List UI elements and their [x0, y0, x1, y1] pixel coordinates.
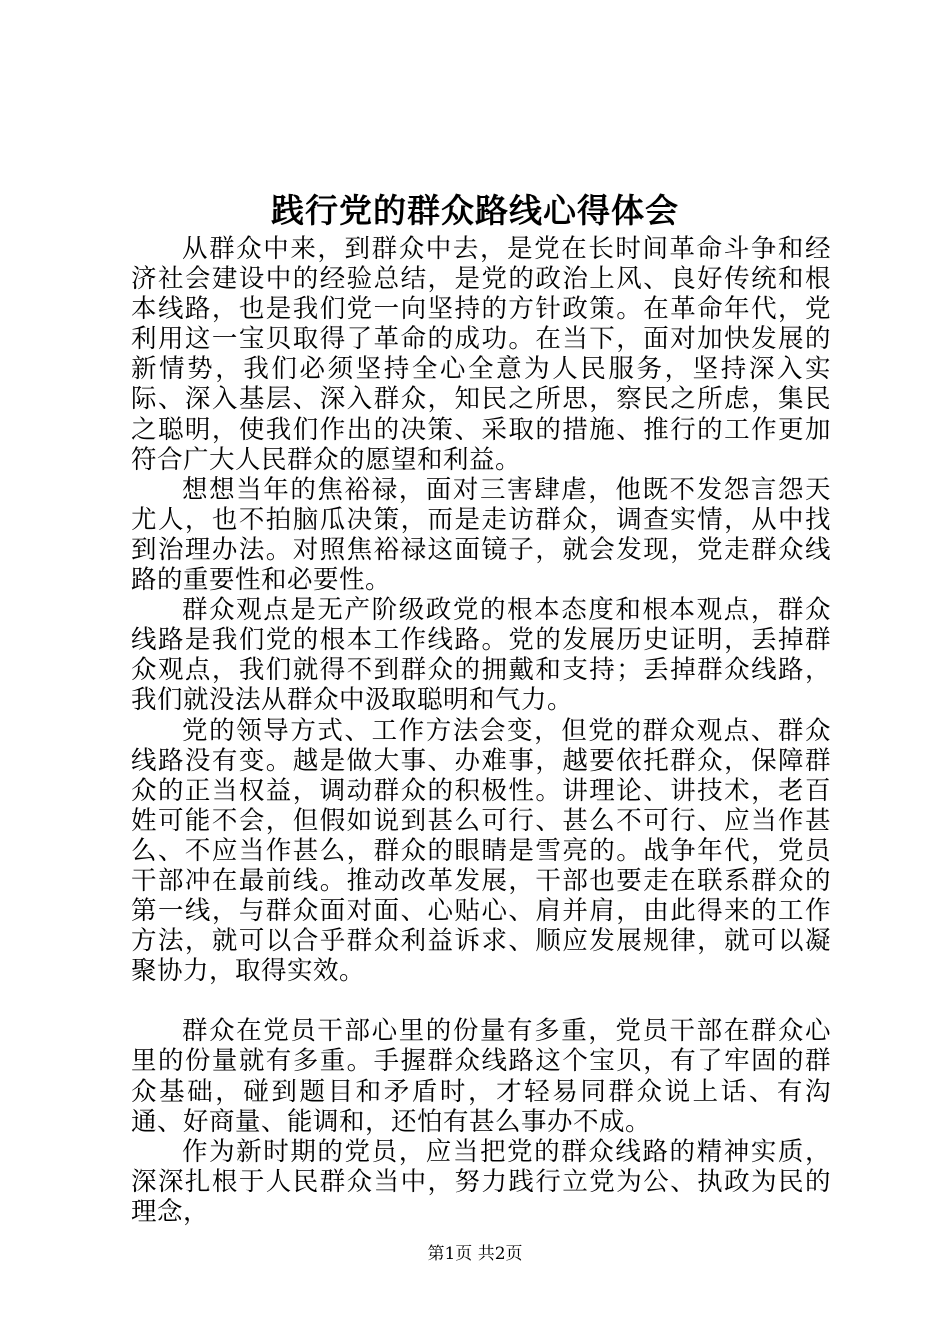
paragraph-4: 党的领导方式、工作方法会变，但党的群众观点、群众线路没有变。越是做大事、办难事，越要依托群众，保障群众的正当权益，调动群众的积极性。讲理论、讲技术，老百姓可能不会，但假如说到甚么可行、甚么不可行、应当作甚么、不应当作甚么，群众的眼睛是雪亮的。战争年代，党员干部冲在最前线。推动改革发展，干部也要走在联系群众的第一线，与群众面对面、心贴心、肩并肩，由此得来的工作方法，就可以合乎群众利益诉求、顺应发展规律，就可以凝聚协力，取得实效。 — [131, 715, 831, 987]
paragraph-1: 从群众中来，到群众中去，是党在长时间革命斗争和经济社会建设中的经验总结，是党的政治上风、良好传统和根本线路，也是我们党一向坚持的方针政策。在革命年代，党利用这一宝贝取得了革命的成功。在当下，面对加快发展的新情势，我们必须坚持全心全意为人民服务，坚持深入实际、深入基层、深入群众，知民之所思，察民之所虑，集民之聪明，使我们作出的决策、采取的措施、推行的工作更加符合广大人民群众的愿望和利益。 — [131, 234, 831, 475]
document-title: 践行党的群众路线心得体会 — [271, 191, 679, 230]
paragraph-2: 想想当年的焦裕禄，面对三害肆虐，他既不发怨言怨天尤人，也不拍脑瓜决策，而是走访群众，调查实情，从中找到治理办法。对照焦裕禄这面镜子，就会发现，党走群众线路的重要性和必要性。 — [131, 474, 831, 596]
paragraph-3: 群众观点是无产阶级政党的根本态度和根本观点，群众线路是我们党的根本工作线路。党的发展历史证明，丢掉群众观点，我们就得不到群众的拥戴和支持；丢掉群众线路，我们就没法从群众中汲取聪明和气力。 — [131, 595, 831, 716]
document-body — [131, 234, 831, 1227]
page-number-footer: 第1页 共2页 — [427, 1244, 523, 1264]
paragraph-5: 群众在党员干部心里的份量有多重，党员干部在群众心里的份量就有多重。手握群众线路这个宝贝，有了牢固的群众基础，碰到题目和矛盾时，才轻易同群众说上话、有沟通、好商量、能调和，还怕有甚么事办不成。 — [131, 1016, 831, 1137]
paragraph-6: 作为新时期的党员，应当把党的群众线路的精神实质，深深扎根于人民群众当中，努力践行立党为公、执政为民的理念， — [131, 1136, 831, 1227]
